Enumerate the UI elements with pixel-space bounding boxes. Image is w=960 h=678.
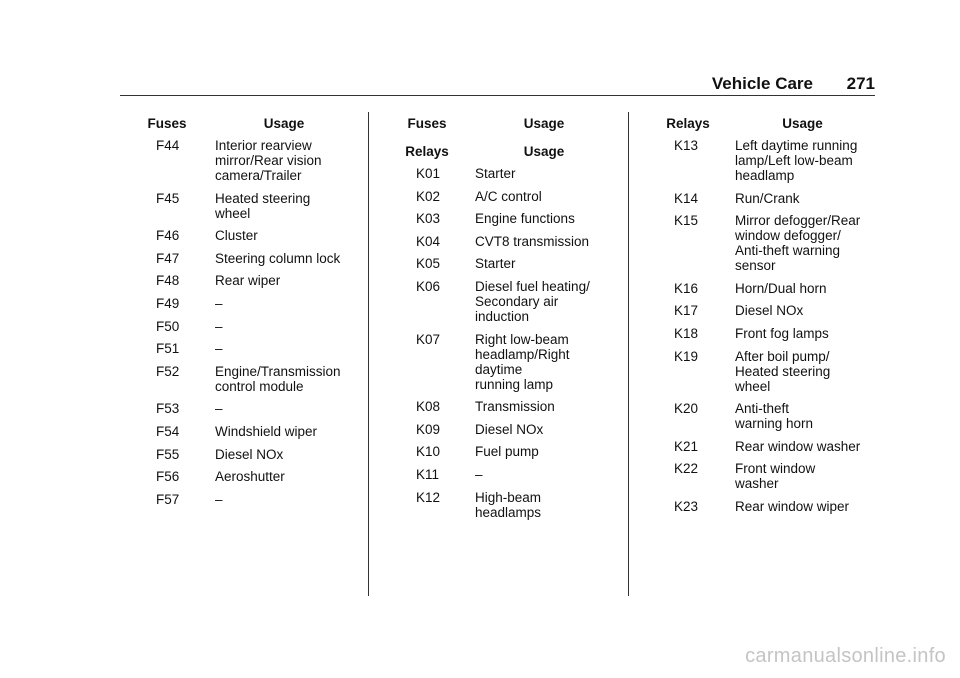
circuit-code: K05 — [416, 256, 441, 272]
circuit-code: F49 — [156, 295, 180, 311]
usage-line: Steering column lock — [215, 250, 341, 266]
usage-cell — [215, 319, 355, 334]
usage-cell — [215, 191, 355, 221]
circuit-code: K11 — [416, 466, 440, 482]
usage-cell — [475, 279, 615, 324]
code-column-header: Relays — [405, 144, 449, 159]
table-row — [648, 281, 888, 296]
usage-column-header: Usage — [782, 116, 823, 131]
usage-cell — [735, 349, 885, 394]
circuit-code: F54 — [156, 423, 180, 439]
circuit-code: F50 — [156, 318, 180, 334]
usage-line: headlamps — [475, 504, 542, 520]
usage-line: Anti-theft — [735, 401, 790, 417]
table-row — [388, 399, 620, 414]
circuit-code: F47 — [156, 250, 180, 266]
column-divider — [368, 112, 369, 596]
circuit-code: K13 — [674, 138, 699, 153]
table-row — [648, 326, 888, 341]
circuit-code: K22 — [674, 461, 699, 477]
table-row — [128, 364, 360, 394]
circuit-code: K07 — [416, 331, 441, 347]
usage-line: Starter — [475, 256, 516, 272]
circuit-code: K03 — [416, 211, 441, 227]
circuit-code: K20 — [674, 401, 699, 417]
column-3 — [648, 116, 888, 522]
table-row — [648, 439, 888, 454]
circuit-code: K23 — [674, 498, 699, 514]
table-row — [128, 492, 360, 507]
usage-line: Diesel NOx — [215, 446, 284, 462]
circuit-code: K04 — [416, 233, 441, 249]
usage-cell — [215, 228, 355, 243]
usage-line: Diesel NOx — [735, 303, 804, 319]
circuit-code: F56 — [156, 469, 180, 485]
usage-line: – — [215, 401, 223, 417]
usage-line: headlamp/Right — [475, 346, 570, 362]
usage-line: wheel — [215, 205, 251, 221]
circuit-code: F46 — [156, 228, 180, 244]
usage-cell — [475, 422, 615, 437]
usage-cell — [215, 341, 355, 356]
usage-line: Interior rearview — [215, 138, 312, 153]
usage-line: mirror/Rear vision — [215, 153, 322, 168]
table-header — [648, 116, 888, 131]
usage-cell — [215, 447, 355, 462]
circuit-code: F44 — [156, 138, 180, 153]
usage-line: Secondary air — [475, 293, 559, 309]
table-row — [648, 401, 888, 431]
usage-line: washer — [735, 476, 779, 492]
circuit-code: F45 — [156, 190, 180, 206]
usage-cell — [215, 273, 355, 288]
usage-cell — [735, 401, 885, 431]
circuit-code: K18 — [674, 325, 699, 341]
table-row — [648, 349, 888, 394]
usage-line: A/C control — [475, 188, 542, 204]
circuit-code: K21 — [674, 438, 699, 454]
usage-line: Horn/Dual horn — [735, 280, 827, 296]
usage-line: Run/Crank — [735, 190, 800, 206]
table-row — [388, 256, 620, 271]
usage-line: Transmission — [475, 399, 555, 415]
usage-line: Heated steering — [215, 190, 311, 206]
usage-cell — [735, 499, 885, 514]
usage-line: High-beam — [475, 489, 542, 505]
table-row — [128, 138, 360, 183]
table-row — [648, 191, 888, 206]
usage-line: CVT8 transmission — [475, 233, 590, 249]
usage-line: wheel — [735, 378, 771, 394]
page-header — [120, 74, 875, 96]
usage-cell — [735, 326, 885, 341]
usage-line: Rear window washer — [735, 438, 861, 454]
usage-cell — [475, 490, 615, 520]
usage-line: Diesel fuel heating/ — [475, 278, 590, 294]
usage-cell — [215, 138, 355, 183]
column-1 — [128, 116, 360, 514]
usage-line: lamp/Left low-beam — [735, 153, 853, 168]
usage-line: warning horn — [735, 416, 814, 432]
circuit-code: K15 — [674, 213, 699, 229]
usage-cell — [215, 296, 355, 311]
usage-line: Windshield wiper — [215, 423, 318, 439]
usage-cell — [735, 191, 885, 206]
table-row — [388, 279, 620, 324]
table-row — [648, 303, 888, 318]
usage-line: – — [215, 295, 223, 311]
usage-cell — [215, 251, 355, 266]
usage-column-header: Usage — [523, 144, 565, 159]
table-row — [128, 469, 360, 484]
usage-cell — [735, 213, 885, 273]
usage-cell — [735, 439, 885, 454]
table-row — [388, 467, 620, 482]
table-row — [388, 234, 620, 249]
usage-cell — [215, 401, 355, 416]
code-column-header: Fuses — [407, 116, 447, 131]
table-row — [648, 138, 888, 183]
table-row — [648, 499, 888, 514]
page-number: 271 — [846, 74, 875, 93]
usage-line: daytime — [475, 361, 523, 377]
usage-cell — [735, 303, 885, 318]
table-row — [128, 191, 360, 221]
table-header — [388, 116, 620, 131]
table-row — [128, 341, 360, 356]
circuit-code: K17 — [674, 303, 699, 319]
table-row — [388, 189, 620, 204]
circuit-code: K09 — [416, 421, 441, 437]
usage-line: Heated steering — [735, 363, 831, 379]
usage-cell — [215, 492, 355, 507]
circuit-code: F52 — [156, 363, 180, 379]
table-row — [128, 273, 360, 288]
table-row — [388, 422, 620, 437]
circuit-code: F48 — [156, 273, 180, 289]
usage-cell — [215, 424, 355, 439]
usage-line: Right low-beam — [475, 331, 569, 347]
usage-line: running lamp — [475, 376, 554, 392]
table-row — [128, 228, 360, 243]
code-column-header: Relays — [666, 116, 710, 131]
circuit-code: K12 — [416, 489, 441, 505]
usage-cell — [475, 444, 615, 459]
usage-cell — [475, 234, 615, 249]
usage-line: – — [475, 466, 483, 482]
usage-line: sensor — [735, 258, 776, 274]
column-divider — [628, 112, 629, 596]
table-row — [648, 213, 888, 273]
usage-line: induction — [475, 308, 530, 324]
usage-line: Anti-theft warning — [735, 243, 841, 259]
table-row — [388, 332, 620, 392]
usage-line: Engine/Transmission — [215, 363, 341, 379]
section-title: Vehicle Care — [711, 74, 813, 93]
usage-column-header: Usage — [523, 116, 565, 131]
usage-line: – — [215, 341, 223, 357]
usage-line: Left daytime running — [735, 138, 858, 153]
watermark[interactable]: carmanualsonline.info — [745, 645, 946, 667]
usage-line: window defogger/ — [735, 228, 841, 244]
usage-cell — [475, 399, 615, 414]
usage-line: control module — [215, 378, 304, 394]
usage-cell — [735, 281, 885, 296]
usage-line: Rear window wiper — [735, 498, 850, 514]
usage-line: camera/Trailer — [215, 168, 302, 183]
circuit-code: F55 — [156, 446, 180, 462]
circuit-code: K08 — [416, 399, 441, 415]
usage-cell — [475, 211, 615, 226]
circuit-code: F53 — [156, 401, 180, 417]
usage-line: Engine functions — [475, 211, 575, 227]
usage-cell — [475, 467, 615, 482]
usage-cell — [475, 189, 615, 204]
circuit-code: F57 — [156, 491, 180, 507]
usage-cell — [215, 364, 355, 394]
table-row — [388, 490, 620, 520]
usage-cell — [735, 138, 885, 183]
table-header — [388, 144, 620, 159]
circuit-code: K16 — [674, 280, 699, 296]
usage-line: Rear wiper — [215, 273, 281, 289]
usage-cell — [475, 332, 615, 392]
circuit-code: K19 — [674, 348, 699, 364]
table-row — [128, 447, 360, 462]
table-row — [648, 461, 888, 491]
table-row — [128, 296, 360, 311]
column-2 — [388, 116, 620, 527]
usage-line: Fuel pump — [475, 444, 539, 460]
code-column-header: Fuses — [147, 116, 187, 131]
table-row — [388, 166, 620, 181]
circuit-code: K14 — [674, 190, 699, 206]
usage-line: Cluster — [215, 228, 258, 244]
usage-line: – — [215, 318, 223, 334]
usage-line: Aeroshutter — [215, 469, 285, 485]
circuit-code: F51 — [156, 341, 180, 357]
usage-line: Front window — [735, 461, 816, 477]
table-row — [388, 211, 620, 226]
usage-line: Front fog lamps — [735, 325, 829, 341]
table-row — [128, 251, 360, 266]
table-row — [128, 401, 360, 416]
usage-cell — [215, 469, 355, 484]
usage-line: Starter — [475, 166, 516, 181]
circuit-code: K01 — [416, 166, 441, 181]
usage-line: headlamp — [735, 168, 795, 183]
circuit-code: K10 — [416, 444, 441, 460]
table-row — [128, 319, 360, 334]
usage-cell — [475, 166, 615, 181]
usage-cell — [735, 461, 885, 491]
usage-line: Mirror defogger/Rear — [735, 213, 861, 229]
table-row — [128, 424, 360, 439]
usage-line: After boil pump/ — [735, 348, 830, 364]
usage-line: Diesel NOx — [475, 421, 544, 437]
usage-column-header: Usage — [263, 116, 305, 131]
usage-line: – — [215, 491, 223, 507]
table-row — [388, 444, 620, 459]
circuit-code: K06 — [416, 278, 441, 294]
usage-cell — [475, 256, 615, 271]
table-header — [128, 116, 360, 131]
circuit-code: K02 — [416, 188, 441, 204]
